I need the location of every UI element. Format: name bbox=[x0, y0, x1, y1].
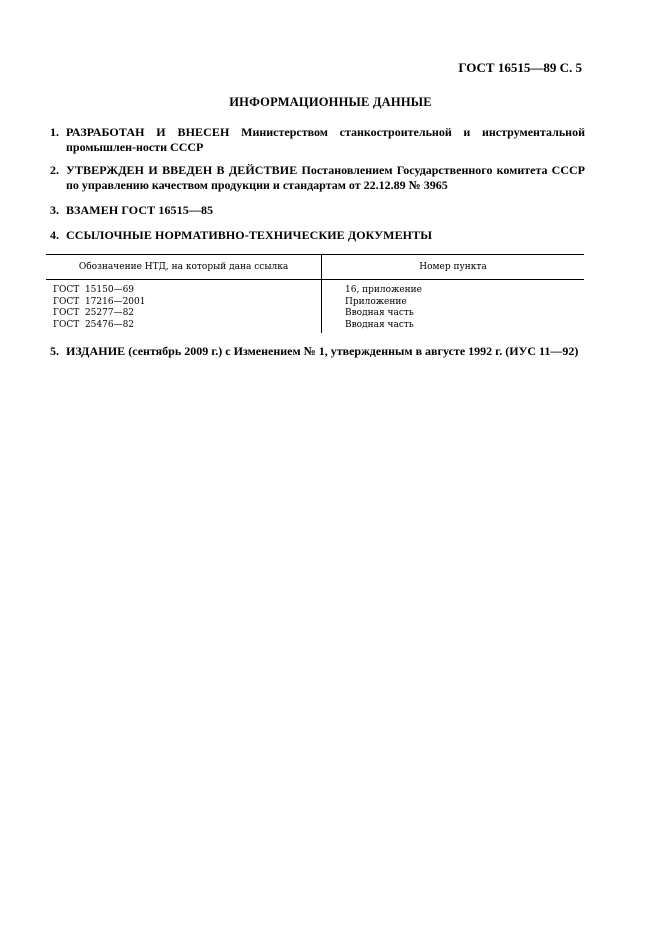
column-header-document: Обозначение НТД, на который дана ссылка bbox=[46, 255, 322, 280]
document-cell bbox=[46, 280, 322, 334]
clause-ref: 16, приложение bbox=[345, 285, 422, 295]
item-lead: ВЗАМЕН ГОСТ 16515—85 bbox=[66, 203, 214, 217]
info-item-4 bbox=[50, 228, 585, 243]
item-body bbox=[66, 203, 585, 218]
clause-ref: Вводная часть bbox=[345, 319, 414, 330]
document-ref: ГОСТ 25277—82 bbox=[53, 308, 135, 318]
info-item-5 bbox=[50, 344, 585, 359]
item-body bbox=[66, 125, 585, 155]
section-title: ИНФОРМАЦИОННЫЕ ДАННЫЕ bbox=[229, 95, 432, 109]
column-header-clause: Номер пункта bbox=[322, 255, 585, 280]
info-item-3 bbox=[50, 203, 585, 218]
item-text: (сентябрь 2009 г.) с Изменением № 1, утвержденным в августе 1992 г. (ИУС 11—92) bbox=[125, 344, 579, 358]
item-number: 2. bbox=[50, 163, 59, 177]
item-lead: ССЫЛОЧНЫЕ НОРМАТИВНО-ТЕХНИЧЕСКИЕ ДОКУМЕНТЫ bbox=[66, 228, 433, 242]
clause-ref: Вводная часть bbox=[345, 308, 414, 318]
item-lead: ИЗДАНИЕ bbox=[66, 344, 126, 358]
document-ref: ГОСТ 15150—69 bbox=[53, 285, 135, 295]
item-text: Министерством станкостроительной и инструментальной промышлен-ности СССР bbox=[66, 125, 585, 154]
page-header-doc-ref: ГОСТ 16515—89 С. 5 bbox=[458, 60, 582, 75]
item-number: 5. bbox=[50, 344, 59, 358]
item-text: Постановлением Государственного комитета СССР по управлению качеством продукции и стандартам от 22.12.89 № 3965 bbox=[66, 163, 585, 192]
document-ref: ГОСТ 25476—82 bbox=[53, 319, 135, 330]
info-item-1 bbox=[50, 125, 585, 155]
item-number: 4. bbox=[50, 228, 59, 242]
table-row bbox=[46, 280, 584, 334]
item-lead: РАЗРАБОТАН И ВНЕСЕН bbox=[66, 125, 230, 139]
item-number: 3. bbox=[50, 203, 59, 217]
table-header-row bbox=[46, 255, 584, 280]
item-body bbox=[66, 344, 585, 359]
reference-documents-table bbox=[46, 254, 584, 333]
item-body bbox=[66, 163, 585, 193]
item-body bbox=[66, 228, 585, 243]
clause-cell bbox=[322, 280, 585, 334]
item-number: 1. bbox=[50, 125, 59, 139]
info-item-2 bbox=[50, 163, 585, 193]
clause-ref: Приложение bbox=[345, 296, 407, 307]
item-lead: УТВЕРЖДЕН И ВВЕДЕН В ДЕЙСТВИЕ bbox=[66, 163, 298, 177]
document-ref: ГОСТ 17216—2001 bbox=[53, 296, 146, 307]
